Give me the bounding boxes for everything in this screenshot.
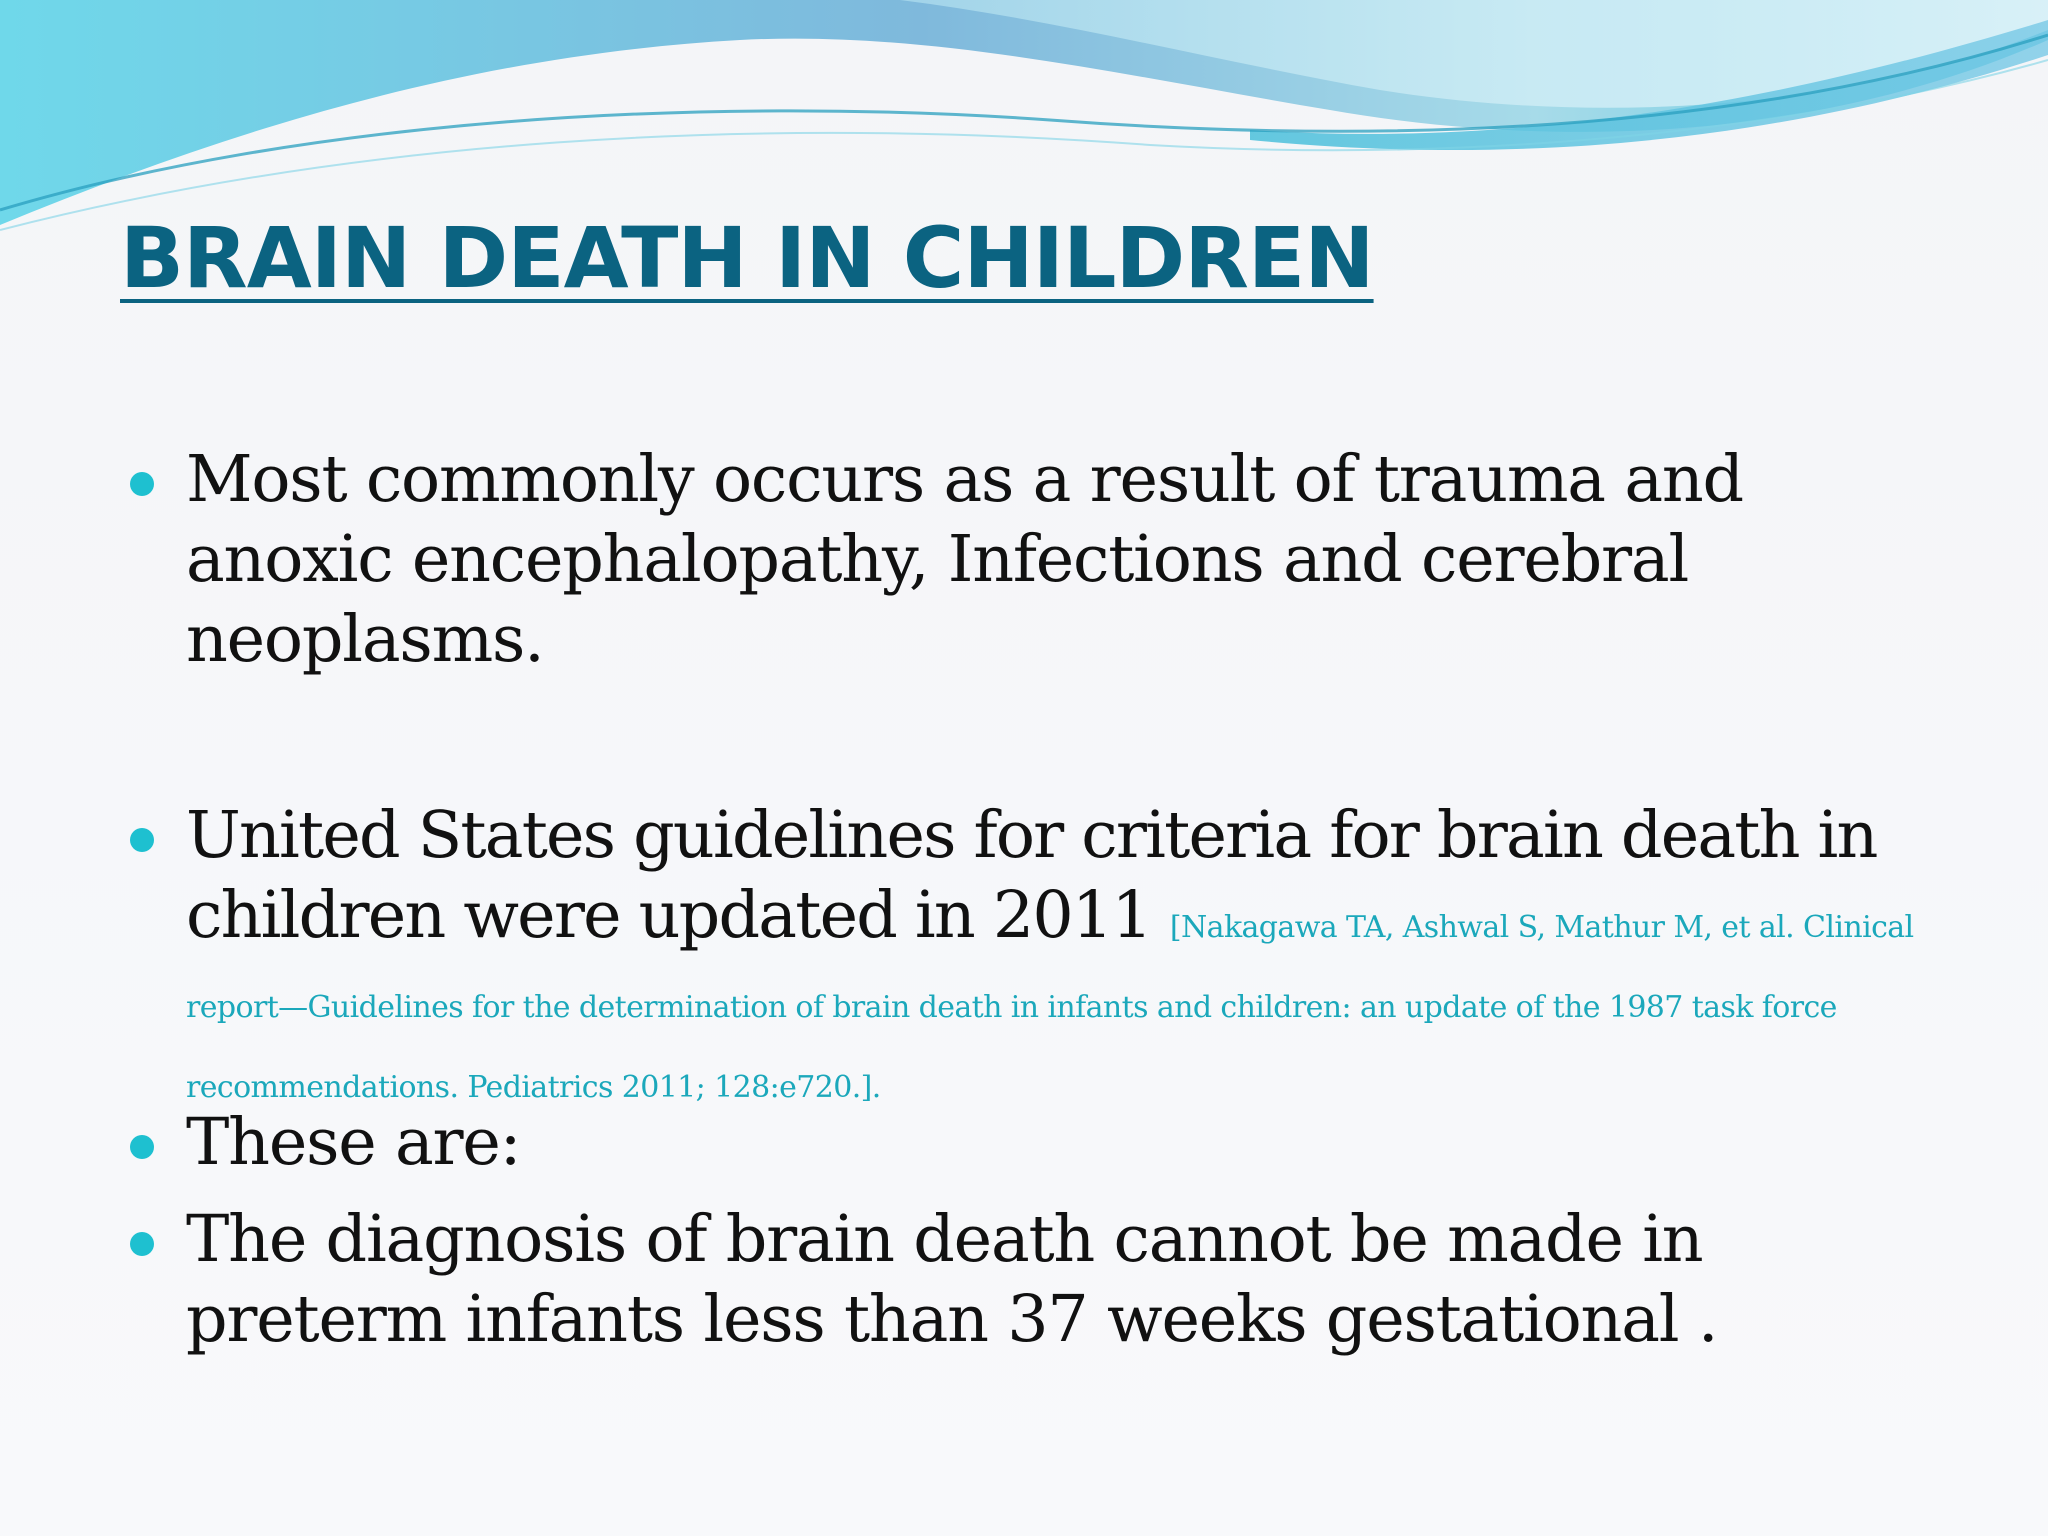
bullet-causes <box>128 440 1928 680</box>
bullet-preterm-text: The diagnosis of brain death cannot be made in preterm infants less than 37 weeks gestational . <box>186 1202 1718 1357</box>
bullet-preterm <box>128 1200 1928 1360</box>
bullet-causes-text: Most commonly occurs as a result of trauma and anoxic encephalopathy, Infections and cerebral neoplasms. <box>186 442 1743 677</box>
bullet-these-are-text: These are: <box>186 1105 521 1180</box>
bullet-guidelines-text: United States guidelines for criteria for brain death in children were updated in 2011 <box>186 798 1877 953</box>
bullet-these-are <box>128 1103 1928 1183</box>
slide-title: BRAIN DEATH IN CHILDREN <box>120 209 1374 307</box>
bullet-guidelines <box>128 796 1928 1116</box>
guidelines-citation: [Nakagawa TA, Ashwal S, Mathur M, et al. Clinical report—Guidelines for the determination of brain death in infants and children: an update of the 1987 task force recommendations. Pediatrics 2011; 128:e720.]. <box>186 910 1914 1105</box>
